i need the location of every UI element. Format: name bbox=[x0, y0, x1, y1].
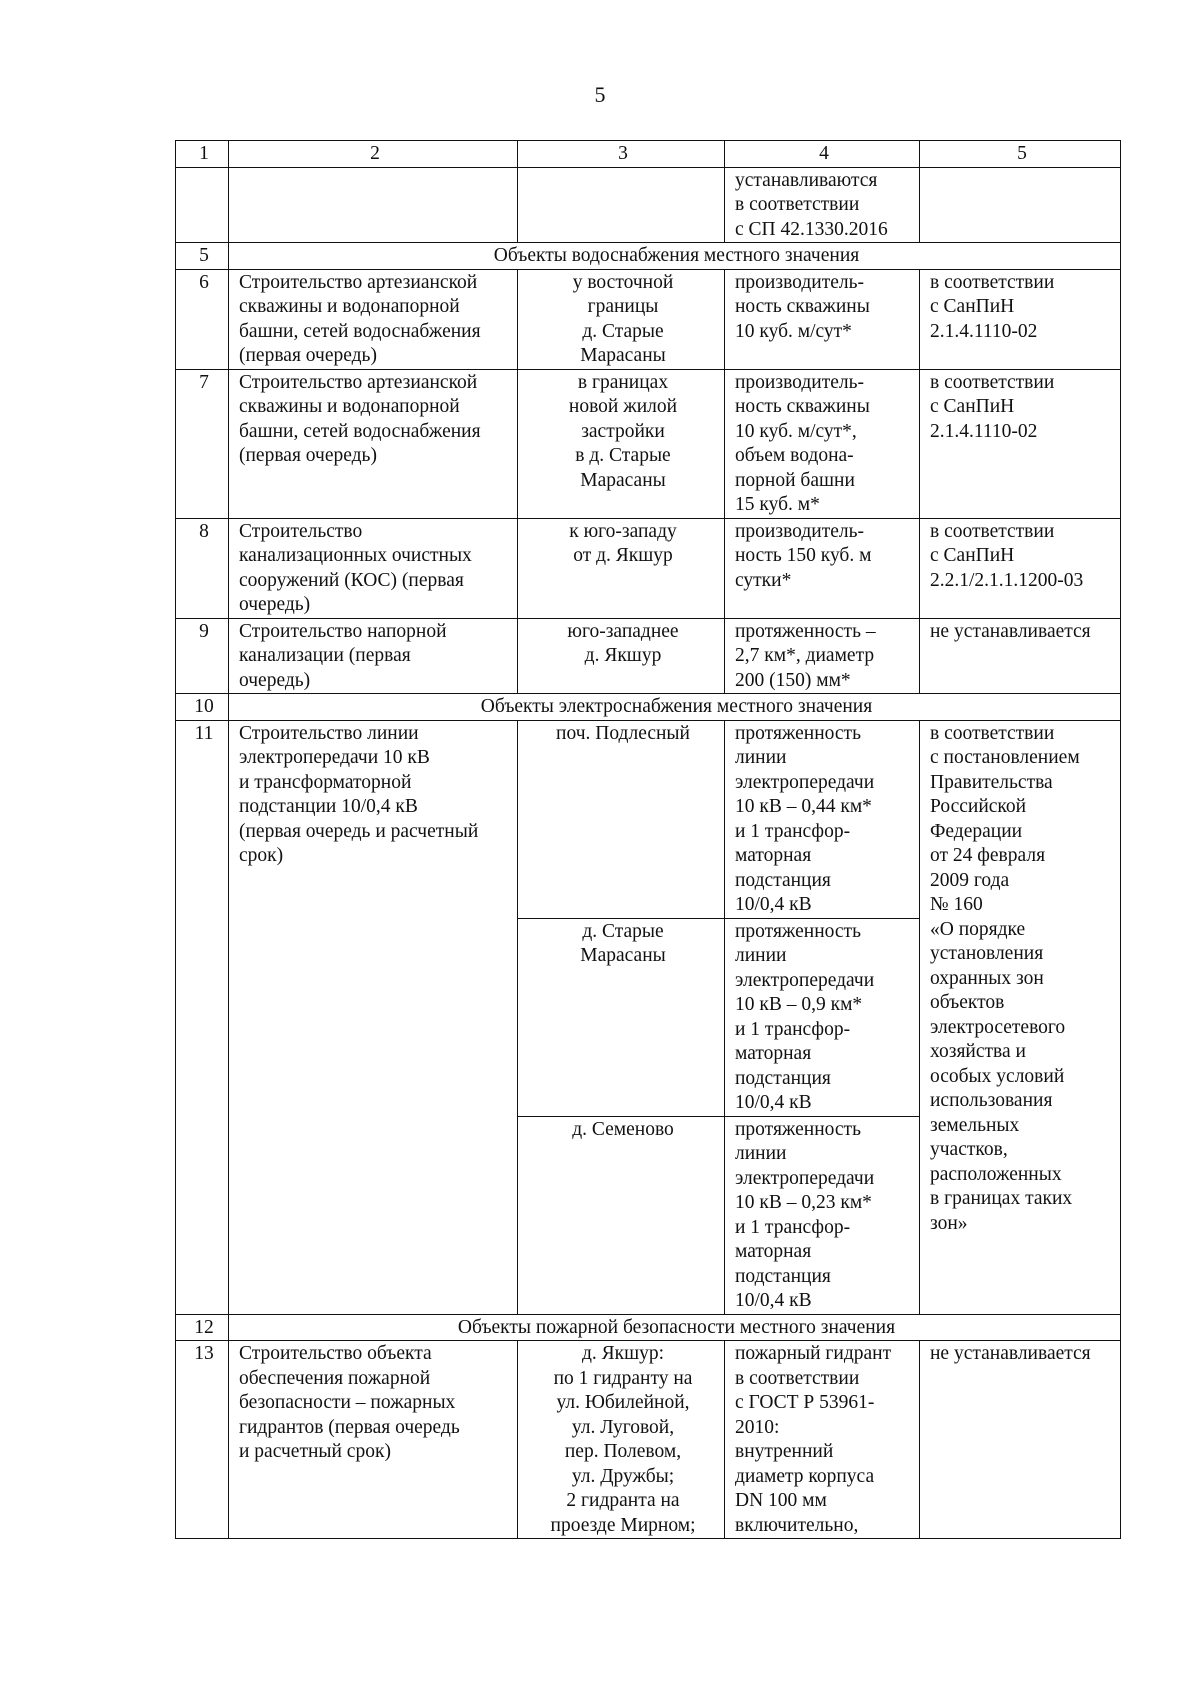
text-line: хозяйства и bbox=[930, 1041, 1026, 1062]
zone-restrictions bbox=[920, 369, 1121, 518]
text-line: проезде Мирном; bbox=[550, 1514, 696, 1536]
zone-restrictions bbox=[920, 618, 1121, 694]
text-line: линии bbox=[735, 945, 787, 966]
text-line: и трансформаторной bbox=[239, 771, 412, 793]
text-line: Марасаны bbox=[580, 469, 666, 491]
object-name bbox=[229, 269, 518, 369]
text-line: охранных зон bbox=[930, 967, 1044, 989]
text-line: д. Семеново bbox=[572, 1118, 674, 1140]
text-line: (первая очередь) bbox=[239, 345, 377, 366]
column-number-5: 5 bbox=[920, 141, 1121, 168]
object-name bbox=[229, 720, 518, 1314]
text-line: с ГОСТ Р 53961- bbox=[735, 1392, 875, 1413]
text-line: 10/0,4 кВ bbox=[735, 1290, 812, 1311]
text-line: в соответствии bbox=[930, 271, 1055, 293]
text-line: и 1 трансфор- bbox=[735, 820, 851, 842]
text-line: Строительство артезианской bbox=[239, 371, 478, 393]
text-line: Правительства bbox=[930, 771, 1053, 793]
text-line: зон» bbox=[930, 1212, 968, 1234]
text-line: 2010: bbox=[735, 1416, 780, 1438]
zone-restrictions bbox=[920, 167, 1121, 243]
text-line: Федерации bbox=[930, 820, 1023, 842]
text-line: застройки bbox=[581, 420, 665, 442]
text-line: д. Старые bbox=[582, 920, 664, 942]
text-line: подстанция bbox=[735, 869, 831, 891]
text-line: Строительство объекта bbox=[239, 1343, 432, 1364]
text-line: в соответствии bbox=[930, 520, 1055, 542]
object-location bbox=[518, 167, 725, 243]
text-line: у восточной bbox=[572, 271, 674, 293]
text-line: ность скважины bbox=[735, 296, 870, 317]
text-line: д. Старые bbox=[582, 320, 664, 342]
text-line: маторная bbox=[735, 1043, 812, 1064]
text-line: 10/0,4 кВ bbox=[735, 894, 812, 915]
text-line: башни, сетей водоснабжения bbox=[239, 420, 481, 442]
text-line: 10 кВ – 0,44 км* bbox=[735, 796, 872, 817]
object-location bbox=[518, 518, 725, 618]
object-parameters bbox=[725, 918, 920, 1116]
object-parameters bbox=[725, 618, 920, 694]
text-line: внутренний bbox=[735, 1441, 834, 1462]
text-line: с СанПиН bbox=[930, 396, 1015, 417]
text-line: в соответствии bbox=[735, 194, 860, 215]
text-line: пожарный гидрант bbox=[735, 1343, 892, 1364]
zone-restrictions bbox=[920, 1341, 1121, 1539]
text-line: срок) bbox=[239, 845, 284, 866]
text-line: башни, сетей водоснабжения bbox=[239, 320, 481, 342]
object-parameters bbox=[725, 1341, 920, 1539]
object-location bbox=[518, 1341, 725, 1539]
text-line: ул. Луговой, bbox=[571, 1416, 675, 1438]
text-line: скважины и водонапорной bbox=[239, 396, 460, 417]
text-line: 2.2.1/2.1.1.1200-03 bbox=[930, 569, 1084, 591]
text-line: протяженность bbox=[735, 722, 861, 744]
column-number-1: 1 bbox=[176, 141, 229, 168]
column-number-2: 2 bbox=[229, 141, 518, 168]
text-line: канализационных очистных bbox=[239, 545, 472, 566]
table-row bbox=[176, 369, 1121, 518]
text-line: электропередачи 10 кВ bbox=[239, 747, 430, 768]
text-line: Строительство артезианской bbox=[239, 271, 478, 293]
table-row bbox=[176, 1341, 1121, 1539]
text-line: протяженность – bbox=[735, 620, 876, 642]
table-row bbox=[176, 269, 1121, 369]
object-parameters bbox=[725, 167, 920, 243]
text-line: очередь) bbox=[239, 669, 311, 691]
text-line: (первая очередь и расчетный bbox=[239, 820, 479, 842]
text-line: расположенных bbox=[930, 1163, 1062, 1185]
text-line: в соответствии bbox=[735, 1367, 860, 1389]
text-line: ность 150 куб. м bbox=[735, 545, 872, 566]
planning-objects-table bbox=[175, 140, 1121, 1539]
object-name bbox=[229, 1341, 518, 1539]
text-line: протяженность bbox=[735, 920, 861, 942]
text-line: с СП 42.1330.2016 bbox=[735, 218, 888, 240]
row-number: 10 bbox=[176, 694, 229, 721]
text-line: 10 кВ – 0,9 км* bbox=[735, 994, 863, 1015]
text-line: по 1 гидранту на bbox=[553, 1367, 693, 1389]
text-line: в д. Старые bbox=[575, 445, 671, 466]
object-location bbox=[518, 720, 725, 918]
text-line: д. Якшур bbox=[584, 645, 662, 666]
text-line: электропередачи bbox=[735, 1167, 875, 1189]
text-line: электропередачи bbox=[735, 969, 875, 991]
text-line: не устанавливается bbox=[930, 620, 1091, 642]
text-line: диаметр корпуса bbox=[735, 1465, 875, 1487]
table-row bbox=[176, 618, 1121, 694]
section-title: Объекты пожарной безопасности местного значения bbox=[229, 1314, 1121, 1341]
text-line: Марасаны bbox=[580, 945, 666, 966]
section-row bbox=[176, 1314, 1121, 1341]
text-line: скважины и водонапорной bbox=[239, 296, 460, 317]
text-line: электросетевого bbox=[930, 1016, 1066, 1038]
text-line: 2,7 км*, диаметр bbox=[735, 645, 875, 666]
text-line: в соответствии bbox=[930, 722, 1055, 744]
zone-restrictions bbox=[920, 518, 1121, 618]
text-line: и 1 трансфор- bbox=[735, 1018, 851, 1040]
object-parameters bbox=[725, 269, 920, 369]
text-line: линии bbox=[735, 1143, 787, 1164]
text-line: участков, bbox=[930, 1139, 1008, 1160]
section-row bbox=[176, 694, 1121, 721]
text-line: порной башни bbox=[735, 469, 855, 491]
text-line: Строительство напорной bbox=[239, 620, 447, 642]
object-location bbox=[518, 1116, 725, 1314]
row-number bbox=[176, 167, 229, 243]
zone-restrictions bbox=[920, 720, 1121, 1314]
text-line: 2.1.4.1110-02 bbox=[930, 320, 1038, 342]
text-line: 10 кВ – 0,23 км* bbox=[735, 1192, 872, 1213]
text-line: объектов bbox=[930, 992, 1005, 1013]
object-parameters bbox=[725, 518, 920, 618]
text-line: к юго-западу bbox=[569, 520, 677, 542]
text-line: 200 (150) мм* bbox=[735, 669, 851, 691]
object-name bbox=[229, 369, 518, 518]
text-line: устанавливаются bbox=[735, 169, 878, 191]
text-line: 10 куб. м/сут*, bbox=[735, 420, 857, 442]
row-number: 9 bbox=[176, 618, 229, 694]
object-parameters bbox=[725, 1116, 920, 1314]
column-number-4: 4 bbox=[725, 141, 920, 168]
text-line: 2 гидранта на bbox=[566, 1490, 680, 1511]
text-line: новой жилой bbox=[568, 396, 678, 417]
text-line: и 1 трансфор- bbox=[735, 1216, 851, 1238]
text-line: в границах bbox=[577, 371, 669, 393]
text-line: от 24 февраля bbox=[930, 845, 1046, 866]
object-location bbox=[518, 269, 725, 369]
text-line: ул. Юбилейной, bbox=[556, 1392, 690, 1413]
text-line: 10 куб. м/сут* bbox=[735, 320, 852, 342]
text-line: и расчетный срок) bbox=[239, 1441, 391, 1462]
row-number: 5 bbox=[176, 243, 229, 270]
text-line: объем водона- bbox=[735, 445, 854, 466]
text-line: сутки* bbox=[735, 569, 792, 591]
text-line: безопасности – пожарных bbox=[239, 1392, 456, 1413]
row-number: 11 bbox=[176, 720, 229, 1314]
text-line: канализации (первая bbox=[239, 645, 411, 666]
text-line: гидрантов (первая очередь bbox=[239, 1416, 460, 1438]
row-number: 8 bbox=[176, 518, 229, 618]
text-line: Строительство bbox=[239, 520, 363, 542]
object-location bbox=[518, 369, 725, 518]
text-line: линии bbox=[735, 747, 787, 768]
text-line: не устанавливается bbox=[930, 1343, 1091, 1364]
row-number: 12 bbox=[176, 1314, 229, 1341]
text-line: поч. Подлесный bbox=[556, 722, 690, 744]
object-name bbox=[229, 167, 518, 243]
object-parameters bbox=[725, 369, 920, 518]
text-line: 2009 года bbox=[930, 869, 1010, 891]
object-location bbox=[518, 918, 725, 1116]
column-number-row bbox=[176, 141, 1121, 168]
text-line: сооружений (КОС) (первая bbox=[239, 569, 464, 591]
section-title: Объекты водоснабжения местного значения bbox=[229, 243, 1121, 270]
text-line: д. Якшур: bbox=[581, 1343, 665, 1364]
zone-restrictions bbox=[920, 269, 1121, 369]
text-line: 10/0,4 кВ bbox=[735, 1092, 812, 1113]
text-line: очередь) bbox=[239, 594, 311, 615]
text-line: № 160 bbox=[930, 894, 983, 915]
text-line: протяженность bbox=[735, 1118, 861, 1140]
row-number: 6 bbox=[176, 269, 229, 369]
row-number: 7 bbox=[176, 369, 229, 518]
column-number-3: 3 bbox=[518, 141, 725, 168]
text-line: границы bbox=[587, 296, 659, 317]
text-line: (первая очередь) bbox=[239, 445, 377, 466]
table-row bbox=[176, 167, 1121, 243]
text-line: подстанции 10/0,4 кВ bbox=[239, 796, 418, 817]
text-line: производитель- bbox=[735, 371, 864, 393]
text-line: подстанция bbox=[735, 1265, 831, 1287]
text-line: «О порядке bbox=[930, 918, 1026, 940]
text-line: Марасаны bbox=[580, 345, 666, 366]
text-line: 2.1.4.1110-02 bbox=[930, 420, 1038, 442]
section-title: Объекты электроснабжения местного значения bbox=[229, 694, 1121, 721]
object-name bbox=[229, 618, 518, 694]
object-name bbox=[229, 518, 518, 618]
text-line: использования bbox=[930, 1090, 1053, 1111]
text-line: электропередачи bbox=[735, 771, 875, 793]
text-line: Российской bbox=[930, 796, 1027, 817]
text-line: маторная bbox=[735, 1241, 812, 1262]
text-line: с постановлением bbox=[930, 747, 1080, 768]
object-parameters bbox=[725, 720, 920, 918]
text-line: ул. Дружбы; bbox=[571, 1465, 675, 1487]
text-line: подстанция bbox=[735, 1067, 831, 1089]
table-row bbox=[176, 518, 1121, 618]
text-line: обеспечения пожарной bbox=[239, 1367, 431, 1389]
text-line: производитель- bbox=[735, 520, 864, 542]
text-line: в соответствии bbox=[930, 371, 1055, 393]
text-line: юго-западнее bbox=[567, 620, 679, 642]
text-line: пер. Полевом, bbox=[564, 1441, 682, 1462]
text-line: 15 куб. м* bbox=[735, 494, 820, 515]
text-line: земельных bbox=[930, 1114, 1020, 1136]
text-line: с СанПиН bbox=[930, 296, 1015, 317]
text-line: маторная bbox=[735, 845, 812, 866]
row-number: 13 bbox=[176, 1341, 229, 1539]
text-line: с СанПиН bbox=[930, 545, 1015, 566]
page-number: 5 bbox=[594, 82, 606, 107]
text-line: в границах таких bbox=[930, 1188, 1073, 1209]
text-line: производитель- bbox=[735, 271, 864, 293]
text-line: включительно, bbox=[735, 1514, 859, 1536]
text-line: от д. Якшур bbox=[573, 545, 673, 566]
section-row bbox=[176, 243, 1121, 270]
object-location bbox=[518, 618, 725, 694]
text-line: Строительство линии bbox=[239, 722, 419, 744]
table-row bbox=[176, 720, 1121, 918]
text-line: ность скважины bbox=[735, 396, 870, 417]
text-line: DN 100 мм bbox=[735, 1490, 827, 1511]
text-line: особых условий bbox=[930, 1065, 1065, 1087]
text-line: установления bbox=[930, 943, 1044, 964]
